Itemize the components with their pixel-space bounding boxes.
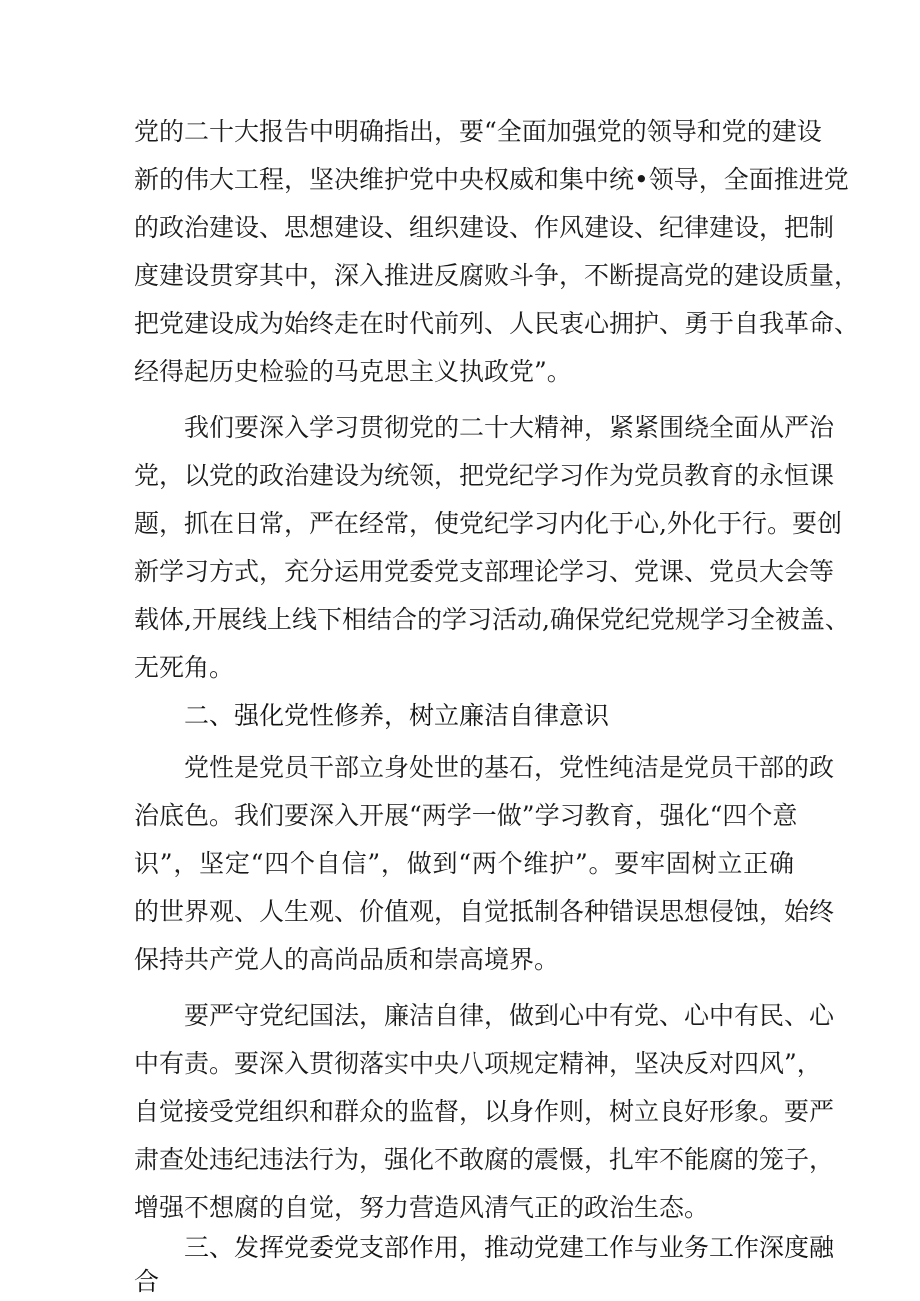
paragraph-1-line-4: 度建设贯穿其中，深入推进反腐败斗争，不断提高党的建设质量，: [134, 261, 860, 290]
paragraph-2-line-6: 无死角。: [134, 653, 235, 682]
paragraph-4-line-1: 要严守党纪国法，廉洁自律，做到心中有党、心中有民、心: [184, 1001, 835, 1030]
paragraph-1-line-2: 新的伟大工程，坚决维护党中央权威和集中统•领导，全面推进党: [134, 165, 849, 194]
paragraph-3-line-1: 党性是党员干部立身处世的基石，党性纯洁是党员干部的政: [184, 753, 835, 782]
paragraph-1-line-1: 党的二十大报告中明确指出，要“全面加强党的领导和党的建设: [134, 117, 822, 146]
paragraph-3-line-4: 的世界观、人生观、价值观，自觉抵制各种错误思想侵蚀，始终: [134, 897, 835, 926]
paragraph-1-line-6: 经得起历史检验的马克思主义执政党”。: [134, 357, 572, 386]
paragraph-2-line-4: 新学习方式，充分运用党委党支部理论学习、党课、党员大会等: [134, 557, 835, 586]
paragraph-4-line-5: 增强不想腐的自觉，努力营造风清气正的政治生态。: [134, 1193, 710, 1222]
paragraph-3-line-5: 保持共产党人的高尚品质和崇高境界。: [134, 945, 560, 974]
paragraph-3-line-2: 治底色。我们要深入开展“两学一做”学习教育，强化“四个意: [134, 801, 798, 830]
paragraph-1-line-5: 把党建设成为始终走在时代前列、人民衷心拥护、勇于自我革命、: [134, 309, 860, 338]
paragraph-1-line-3: 的政治建设、思想建设、组织建设、作风建设、纪律建设，把制: [134, 213, 835, 242]
paragraph-3-line-3: 识”，坚定“四个自信”，做到“两个维护”。要牢固树立正确: [134, 849, 794, 878]
paragraph-4-line-3: 自觉接受党组织和群众的监督，以身作则，树立良好形象。要严: [134, 1097, 835, 1126]
paragraph-2-line-5: 载体,开展线上线下相结合的学习活动,确保党纪党规学习全被盖、: [134, 605, 850, 634]
section-heading-2: 二、强化党性修养，树立廉洁自律意识: [184, 701, 610, 730]
paragraph-2-line-3: 题，抓在日常，严在经常，使党纪学习内化于心,外化于行。要创: [134, 509, 842, 538]
paragraph-2-line-1: 我们要深入学习贯彻党的二十大精神，紧紧围绕全面从严治: [184, 413, 835, 442]
paragraph-2-line-2: 党，以党的政治建设为统领，把党纪学习作为党员教育的永恒课: [134, 461, 835, 490]
paragraph-4-line-4: 肃查处违纪违法行为，强化不敢腐的震慑，扎牢不能腐的笼子，: [134, 1145, 835, 1174]
paragraph-4-line-2: 中有责。要深入贯彻落实中央八项规定精神，坚决反对四风”，: [134, 1049, 822, 1078]
section-heading-3-line-2: 合: [134, 1267, 160, 1296]
section-heading-3-line-1: 三、发挥党委党支部作用，推动党建工作与业务工作深度融: [184, 1233, 835, 1262]
